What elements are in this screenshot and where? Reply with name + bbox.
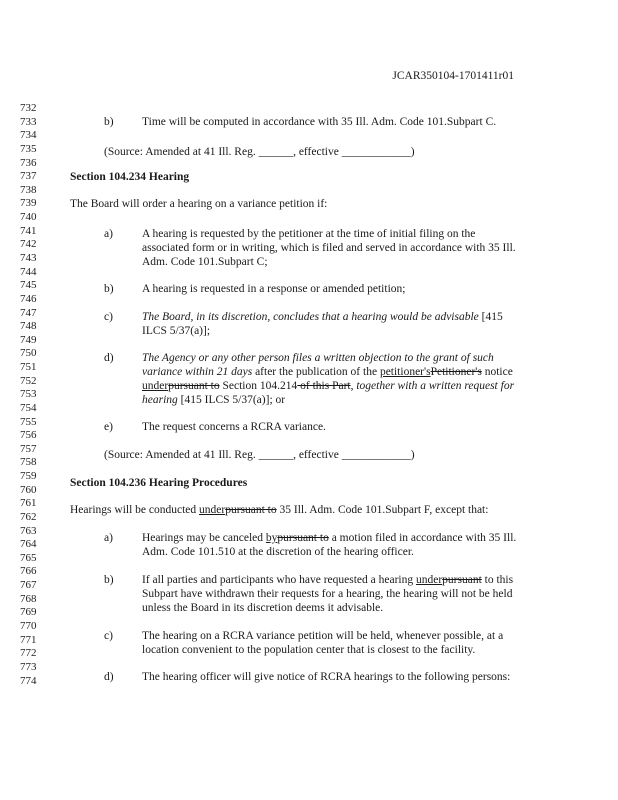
plain-text: Hearings may be canceled <box>142 532 266 544</box>
line-number: 762 <box>20 510 37 523</box>
line-number: 763 <box>20 524 37 537</box>
line-number: 771 <box>20 633 37 646</box>
section-intro: The Board will order a hearing on a variance petition if: <box>70 198 328 210</box>
inserted-text: under <box>415 574 443 586</box>
line-number: 734 <box>20 129 37 142</box>
item-label-b: b) <box>104 283 114 295</box>
line-number: 767 <box>20 579 37 591</box>
deleted-text: pursuant to <box>277 532 329 544</box>
source-note: (Source: Amended at 41 Ill. Reg. ______, effective ____________) <box>104 449 415 461</box>
inserted-text: under <box>199 504 226 516</box>
item-a-line2: Adm. Code 101.510 at the discretion of the hearing officer. <box>142 546 414 558</box>
item-label-e: e) <box>104 421 113 433</box>
line-number: 773 <box>20 660 37 673</box>
item-label-d: d) <box>104 352 114 364</box>
item-b-line3: unless the Board in its discretion deems it advisable. <box>142 602 384 614</box>
line-number: 748 <box>20 320 37 333</box>
line-number: 766 <box>20 565 37 578</box>
plain-text: after the publication of the <box>252 366 380 378</box>
line-number: 735 <box>20 142 37 155</box>
line-number: 769 <box>20 606 37 619</box>
line-number: 758 <box>20 456 37 469</box>
item-label-b: b) <box>104 116 114 128</box>
item-b-line2: Subpart have withdrawn their requests for a hearing, the hearing will not be held <box>142 588 513 600</box>
section-intro <box>70 504 488 517</box>
line-number: 750 <box>20 347 37 360</box>
plain-text: [415 ILCS 5/37(a)]; or <box>177 394 286 406</box>
item-label-c: c) <box>104 630 113 642</box>
line-number: 747 <box>20 306 37 319</box>
inserted-text: petitioner's <box>379 366 431 378</box>
plain-text: , <box>350 380 357 392</box>
plain-text: If all parties and participants who have requested a hearing <box>142 574 416 586</box>
line-number: 754 <box>20 401 37 414</box>
line-number: 772 <box>20 647 37 660</box>
deleted-text: of this Part <box>297 380 351 392</box>
deleted-text: pursuant to <box>168 380 220 392</box>
item-a-line3: Adm. Code 101.Subpart C; <box>142 256 268 268</box>
line-number: 733 <box>20 115 37 128</box>
item-label-a: a) <box>104 228 113 240</box>
item-a-line2: associated form or in writing, which is filed and served in accordance with 35 Ill. <box>142 242 516 254</box>
line-number: 746 <box>20 292 37 305</box>
line-number: 774 <box>20 674 37 687</box>
inserted-text: by <box>265 532 278 544</box>
deleted-text: pursuant to <box>225 504 277 516</box>
item-label-b: b) <box>104 574 114 586</box>
item-a-line1 <box>142 532 516 545</box>
line-number: 759 <box>20 470 37 482</box>
line-number: 744 <box>20 265 37 278</box>
line-number: 765 <box>20 551 37 564</box>
line-number: 751 <box>20 361 37 373</box>
line-number: 757 <box>20 442 37 455</box>
item-b-text: Time will be computed in accordance with 35 Ill. Adm. Code 101.Subpart C. <box>142 116 497 128</box>
statutory-quote: hearing <box>142 394 178 406</box>
plain-text: Hearings will be conducted <box>70 504 200 516</box>
plain-text: notice <box>481 366 513 378</box>
statutory-quote: together with a written request for <box>356 380 515 392</box>
line-number: 770 <box>20 619 37 632</box>
line-number: 740 <box>20 211 37 223</box>
deleted-text: Petitioner's <box>430 366 482 378</box>
item-label-d: d) <box>104 671 114 683</box>
line-number: 760 <box>20 483 37 496</box>
line-number: 743 <box>20 251 37 264</box>
item-d-line2 <box>142 366 513 379</box>
item-d-line3 <box>142 380 514 393</box>
line-number: 732 <box>20 102 37 114</box>
inserted-text: under <box>142 380 169 392</box>
item-d-line4 <box>142 394 285 407</box>
statutory-quote: variance within 21 days <box>142 366 253 378</box>
line-number: 749 <box>20 333 37 346</box>
item-d-line1: The Agency or any other person files a written objection to the grant of such <box>142 352 494 364</box>
item-c-line2: ILCS 5/37(a)]; <box>142 325 211 337</box>
plain-text: to this <box>481 574 514 586</box>
line-number: 764 <box>20 538 37 551</box>
line-number: 739 <box>20 197 37 210</box>
plain-text: Section 104.214 <box>219 380 298 392</box>
line-number: 741 <box>20 224 37 237</box>
line-number: 737 <box>20 170 37 183</box>
item-d-line1: The hearing officer will give notice of RCRA hearings to the following persons: <box>142 671 511 683</box>
plain-text: 35 Ill. Adm. Code 101.Subpart F, except that: <box>276 504 489 516</box>
line-number: 736 <box>20 156 37 169</box>
item-b-line1: A hearing is requested in a response or amended petition; <box>142 283 406 295</box>
line-number: 756 <box>20 429 37 442</box>
statutory-quote: The Board, in its discretion, concludes that a hearing would be advisable <box>142 311 479 323</box>
section-104-236-title: Section 104.236 Hearing Procedures <box>70 477 248 489</box>
item-b-line1 <box>142 574 513 587</box>
section-104-234-title: Section 104.234 Hearing <box>70 171 190 183</box>
line-number: 752 <box>20 374 37 387</box>
line-number: 761 <box>20 497 37 510</box>
line-number: 753 <box>20 388 37 401</box>
item-c-line1: The hearing on a RCRA variance petition will be held, whenever possible, at a <box>142 630 504 642</box>
line-number: 755 <box>20 415 37 428</box>
item-a-line1: A hearing is requested by the petitioner at the time of initial filing on the <box>142 228 476 240</box>
line-number: 745 <box>20 279 37 292</box>
line-number: 742 <box>20 238 37 251</box>
plain-text: a motion filed in accordance with 35 Ill. <box>328 532 517 544</box>
item-c-line1 <box>142 311 503 324</box>
source-note: (Source: Amended at 41 Ill. Reg. ______, effective ____________) <box>104 146 415 158</box>
document-id: JCAR350104-1701411r01 <box>392 70 514 82</box>
line-number: 738 <box>20 183 37 196</box>
deleted-text: pursuant <box>442 574 482 586</box>
line-number: 768 <box>20 592 37 605</box>
item-label-c: c) <box>104 311 113 323</box>
item-c-line2: location convenient to the population center that is closest to the facility. <box>142 644 476 656</box>
citation: [415 <box>478 311 503 323</box>
item-label-a: a) <box>104 532 113 544</box>
item-e-line1: The request concerns a RCRA variance. <box>142 421 326 433</box>
